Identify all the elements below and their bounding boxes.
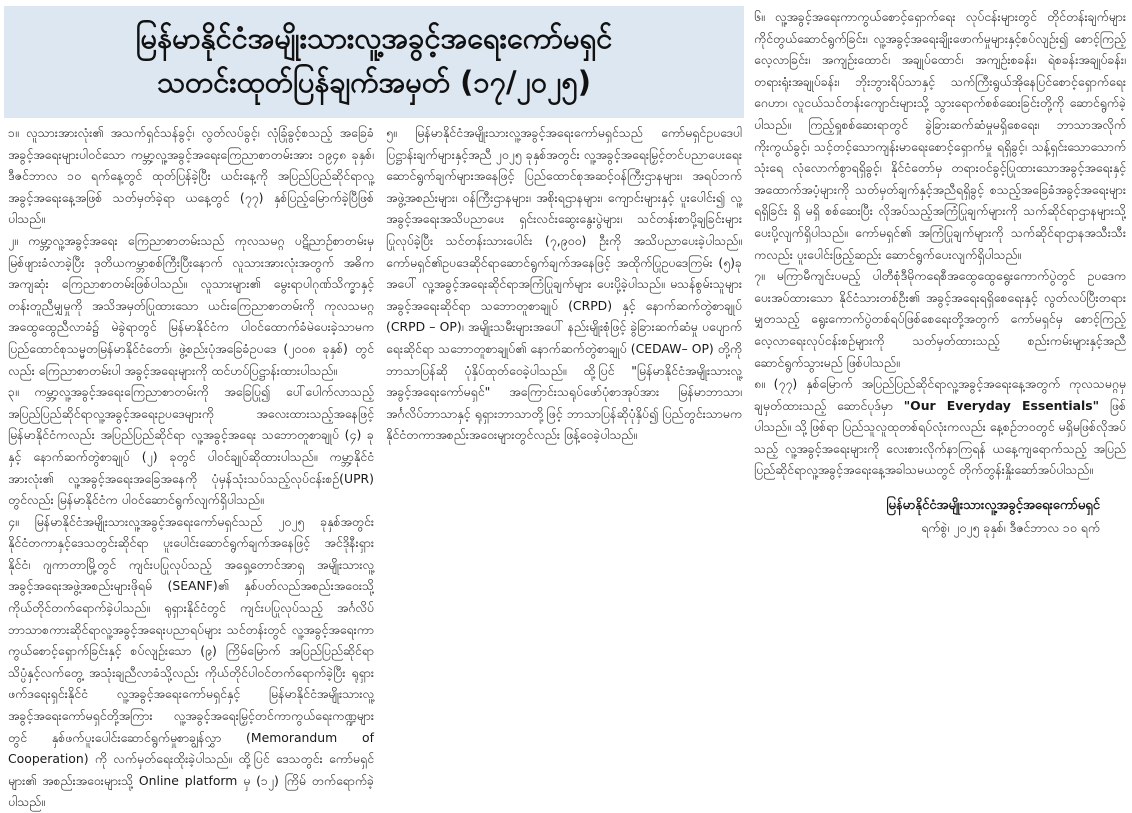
paragraph-7: ၇။ မကြာမီကျင်းပမည့် ပါတီစုံဒီမိုကရေစီအထွေထွေရွေးကောက်ပွဲတွင် ဥပဒေက ပေးအပ်ထားသော နိုင်ငံသားတစ်ဦး၏ အခွင့်အရေးရရှိစေရေးနှင့် လွတ်လပ်ပြီးတရားမျှတသည့် ရွေးကောက်ပွဲတစ်ရပ်ဖြစ်စေရေးတို့အတွက် ကော်မရှင်မှ စောင့်ကြည့်လေ့လာရေးလုပ်ငန်းစဉ်များကို သတ်မှတ်ထားသည့် စည်းကမ်းများနှင့်အညီ ဆောင်ရွက်သွားမည် ဖြစ်ပါသည်။ — [754, 268, 1126, 370]
paragraph-3: ၃။ ကမ္ဘာ့လူ့အခွင့်အရေးကြေညာစာတမ်းကို အခြေပြု၍ ပေါ်ပေါက်လာသည့် အပြည်ပြည်ဆိုင်ရာလူ့အခွင့်အရေးဥပဒေများကို အလေးထားသည့်အနေဖြင့် မြန်မာနိုင်ငံကလည်း အပြည်ပြည်ဆိုင်ရာ လူ့အခွင့်အရေး သဘောတူစာချုပ် (၄) ခုနှင့် နောက်ဆက်တွဲစာချုပ် (၂) ခုတွင် ပါဝင်ချုပ်ဆိုထားပါသည်။ ကမ္ဘာ့နိုင်ငံအားလုံး၏ လူ့အခွင့်အရေးအခြေအနေကို ပုံမှန်သုံးသပ်သည့်လုပ်ငန်းစဉ်(UPR) တွင်လည်း မြန်မာနိုင်ငံက ပါဝင်ဆောင်ရွက်လျက်ရှိပါသည်။ — [8, 384, 374, 508]
paragraph-8-text: ၈။ (၇၇) နှစ်မြောက် အပြည်ပြည်ဆိုင်ရာလူ့အခွင့်အရေးနေ့အတွက် ကုလသမဂ္ဂမှ ချမှတ်ထားသည့် ဆောင်ပုဒ်မှာ — [754, 376, 1126, 413]
column-3 — [754, 6, 1126, 720]
title-banner — [4, 6, 744, 118]
title-line-2: သတင်းထုတ်ပြန်ချက်အမှတ် (၁၇/၂၀၂၅) — [156, 65, 592, 99]
paragraph-4 — [8, 511, 374, 813]
paragraph-8 — [754, 373, 1126, 481]
paragraph-5: ၅။ မြန်မာနိုင်ငံအမျိုးသားလူ့အခွင့်အရေးကော်မရှင်သည် ကော်မရှင်ဥပဒေပါ ပြဋ္ဌာန်းချက်များနှင့်အညီ ၂၀၂၅ ခုနှစ်အတွင်း လူ့အခွင့်အရေးမြှင့်တင်ပညာပေးရေး ဆောင်ရွက်ချက်များအနေဖြင့် ပြည်ထောင်စုအဆင့်ဝန်ကြီးဌာနများ၊ အရပ်ဘက်အဖွဲ့အစည်းများ၊ ဝန်ကြီးဌာနများ၊ အစိုးရဌာနများ၊ ကျောင်းများနှင့် ပူးပေါင်း၍ လူ့အခွင့်အရေးအသိပညာပေး ရှင်းလင်းဆွေးနွေးပွဲများ၊ သင်တန်းစာပို့ချခြင်းများ ပြုလုပ်ခဲ့ပြီး သင်တန်းသားပေါင်း (၇,၉၀၀) ဦးကို အသိပညာပေးခဲ့ပါသည်။ ကော်မရှင်၏ဥပဒေဆိုင်ရာဆောင်ရွက်ချက်အနေဖြင့် အထိုက်ပြုဥပဒေကြမ်း (၅)ခုအပေါ် လူ့အခွင့်အရေးဆိုင်ရာအကြံပြုချက်များ ပေးပို့ခဲ့ပါသည်။ မသန်စွမ်းသူများအခွင့်အရေးဆိုင်ရာ သဘောတူစာချုပ် (CRPD) နှင့် နောက်ဆက်တွဲစာချုပ် (CRPD – OP)၊ အမျိုးသမီးများအပေါ် နည်းမျိုးစုံဖြင့် ခွဲခြားဆက်ဆံမှု ပပျောက်ရေးဆိုင်ရာ သဘောတူစာချုပ်၏ နောက်ဆက်တွဲစာချုပ် (CEDAW– OP) တို့ကို ဘာသာပြန်ဆို ပုံနှိပ်ထုတ်ဝေခဲ့ပါသည်။ ထို့ပြင် "မြန်မာနိုင်ငံအမျိုးသားလူ့အခွင့်အရေးကော်မရှင်" အကြောင်းသရုပ်ဖော်ပုံစာအုပ်အား မြန်မာဘာသာ၊ အင်္ဂလိပ်ဘာသာနှင့် ရုရှားဘာသာတို့ဖြင့် ဘာသာပြန်ဆိုပုံနှိပ်၍ ပြည်တွင်းသာမက နိုင်ငံတကာအစည်းအဝေးများတွင်လည်း ဖြန့်ဝေခဲ့ပါသည်။ — [386, 125, 742, 443]
paragraph-1: ၁။ လူသားအားလုံး၏ အသက်ရှင်သန်ခွင့်၊ လွတ်လပ်ခွင့်၊ လုံခြုံခွင့်စသည့် အခြေခံအခွင့်အရေးများပါဝင်သော ကမ္ဘာ့လူ့အခွင့်အရေးကြေညာစာတမ်းအား ၁၉၄၈ ခုနှစ်၊ ဒီဇင်ဘာလ ၁၀ ရက်နေ့တွင် ထုတ်ပြန်ခဲ့ပြီး ယင်းနေ့ကို အပြည်ပြည်ဆိုင်ရာလူ့အခွင့်အရေးနေ့အဖြစ် သတ်မှတ်ခဲ့ရာ ယနေ့တွင် (၇၇) နှစ်ပြည့်မြောက်ခဲ့ပြီဖြစ်ပါသည်။ — [8, 125, 374, 227]
paragraph-4-english: (Memorandum of Cooperation) — [8, 729, 374, 767]
column-2 — [386, 122, 742, 720]
paragraph-4-text: ၄။ မြန်မာနိုင်ငံအမျိုးသားလူ့အခွင့်အရေးကော်မရှင်သည် ၂၀၂၅ ခုနှစ်အတွင်း နိုင်ငံတကာနှင့်ဒေသတွင်းဆိုင်ရာ ပူးပေါင်းဆောင်ရွက်ချက်အနေဖြင့် အင်ဒိုနီးရှားနိုင်ငံ၊ ဂျကာတာမြို့တွင် ကျင်းပပြုလုပ်သည့် အရှေ့တောင်အာရှ အမျိုးသားလူ့အခွင့်အရေးအဖွဲ့အစည်းများဖိုရမ် (SEANF)၏ နှစ်ပတ်လည်အစည်းအဝေးသို့ ကိုယ်တိုင်တက်ရောက်ခဲ့ပါသည်။ ရုရှားနိုင်ငံတွင် ကျင်းပပြုလုပ်သည့် အင်္ဂလိပ်ဘာသာစကားဆိုင်ရာလူ့အခွင့်အရေးပညာရပ်များ သင်တန်းတွင် လူ့အခွင့်အရေးကာကွယ်စောင့်ရှောက်ခြင်းနှင့် စပ်လျဉ်းသော (၉) ကြိမ်မြောက် အပြည်ပြည်ဆိုင်ရာ သိပ္ပံနှင့်လက်တွေ့ အသုံးချညီလာခံသို့လည်း ကိုယ်တိုင်ပါဝင်တက်ရောက်ခဲ့ပြီး ရုရှားဖက်ဒရေးရှင်းနိုင်ငံ လူ့အခွင့်အရေးကော်မရှင်နှင့် မြန်မာနိုင်ငံအမျိုးသားလူ့အခွင့်အရေးကော်မရှင်တို့အကြား လူ့အခွင့်အရေးမြှင့်တင်ကာကွယ်ရေးကဏ္ဍများတွင် နှစ်ဖက်ပူးပေါင်းဆောင်ရွက်မှုစာချွန်လွှာ — [8, 513, 374, 745]
title-line-1: မြန်မာနိုင်ငံအမျိုးသားလူ့အခွင့်အရေးကော်မရှင် — [135, 21, 613, 55]
paragraph-6: ၆။ လူ့အခွင့်အရေးကာကွယ်စောင့်ရှောက်ရေး လုပ်ငန်းများတွင် တိုင်တန်းချက်များ ကိုင်တွယ်ဆောင်ရွက်ခြင်း၊ လူ့အခွင့်အရေးချိုးဖောက်မှုများနှင့်စပ်လျဉ်း၍ စောင့်ကြည့်လေ့လာခြင်း၊ အကျဉ်းထောင်၊ အချုပ်ထောင်၊ အကျဉ်းစခန်း၊ ရဲစခန်းအချုပ်ခန်း၊ တရားရုံးအချုပ်ခန်း၊ ဘိုးဘွားရိပ်သာနှင့် သက်ကြီးရွယ်အိုနေပြင်စောင့်ရှောက်ရေးဂေဟာ၊ လူငယ်သင်တန်းကျောင်းများသို့ သွားရောက်စစ်ဆေးခြင်းတို့ကို ဆောင်ရွက်ခဲ့ပါသည်။ ကြည့်ရှုစစ်ဆေးရာတွင် ခွဲခြားဆက်ဆံမှုမရှိစေရေး၊ ဘာသာအလိုက် ကိုးကွယ်ခွင့်၊ သင့်တင့်သောကျန်းမာရေးစောင့်ရှောက်မှု ရရှိခွင့်၊ သန့်ရှင်းသောသောက်သုံးရေ လုံလောက်စွာရရှိခွင့်၊ နိုင်ငံတော်မှ တရားဝင်ခွင့်ပြုထားသောအခွင့်အရေးနှင့် အထောက်အပံ့များကို သတ်မှတ်ချက်နှင့်အညီရရှိခွင့် စသည့်အခြေခံအခွင့်အရေးများရရှိခြင်း ရှိ မရှိ စစ်ဆေးပြီး လိုအပ်သည့်အကြံပြုချက်များကို သက်ဆိုင်ရာဌာနများသို့ ပေးပို့လျက်ရှိပါသည်။ ကော်မရှင်၏ အကြံပြုချက်များကို သက်ဆိုင်ရာဌာနအသီးသီးကလည်း ပူးပေါင်းဖြည့်ဆည်း ဆောင်ရွက်ပေးလျက်ရှိပါသည်။ — [754, 9, 1126, 262]
paragraph-8-continued: ဖြစ်ပါသည်။ သို့ဖြစ်ရာ ပြည်သူလူထုတစ်ရပ်လုံးကလည်း နေ့စဉ်ဘဝတွင် မရှိမဖြစ်လိုအပ်သည့် လူ့အခွင့်အရေးများကို လေးစားလိုက်နာကြရန် ယနေ့ကျရောက်သည့် အပြည်ပြည်ဆိုင်ရာလူ့အခွင့်အရေးနေ့အခါသမယတွင် တိုက်တွန်းနှိုးဆော်အပ်ပါသည်။ — [754, 397, 1126, 478]
signature-date: ရက်စွဲ၊ ၂၀၂၅ ခုနှစ်၊ ဒီဇင်ဘာလ ၁၀ ရက် — [921, 520, 1100, 536]
signature-organization: မြန်မာနိုင်ငံအမျိုးသားလူ့အခွင့်အရေးကော်မရှင် — [886, 498, 1100, 514]
theme-slogan: "Our Everyday Essentials" — [903, 397, 1100, 413]
paragraph-4-continued: ကို လက်မှတ်ရေးထိုးခဲ့ပါသည်။ ထို့ပြင် ဒေသတွင်း ကော်မရှင်များ၏ အစည်းအဝေးများသို့ Online platform မှ (၁၂) ကြိမ် တက်ရောက်ခဲ့ပါသည်။ — [8, 751, 374, 810]
paragraph-2: ၂။ ကမ္ဘာ့လူ့အခွင့်အရေး ကြေညာစာတမ်းသည် ကုလသမဂ္ဂ ပဋိညာဉ်စာတမ်းမှ မြစ်ဖျားခံလာခဲ့ပြီး ဒုတိယကမ္ဘာစစ်ကြီးပြီးနောက် လူသားအားလုံးအတွက် အဓိကအကျဆုံး ကြေညာစာတမ်းဖြစ်ပါသည်။ လူသားများ၏ မွေးရာပါဂုဏ်သိက္ခာနှင့် တန်းတူညီမျှမှုကို အသိအမှတ်ပြုထားသော ယင်းကြေညာစာတမ်းကို ကုလသမဂ္ဂ အထွေထွေညီလာခံ၌ မဲခွဲရာတွင် မြန်မာနိုင်ငံက ပါဝင်ထောက်ခံမဲပေးခဲ့သာမက ပြည်ထောင်စုသမ္မတမြန်မာနိုင်ငံတော်၊ ဖွဲ့စည်းပုံအခြေခံဥပဒေ (၂၀၀၈ ခုနှစ်) တွင်လည်း ကြေညာစာတမ်းပါ အခွင့်အရေးများကို ထင်ဟပ်ပြဋ္ဌာန်းထားပါသည်။ — [8, 232, 374, 378]
column-1 — [8, 122, 374, 810]
